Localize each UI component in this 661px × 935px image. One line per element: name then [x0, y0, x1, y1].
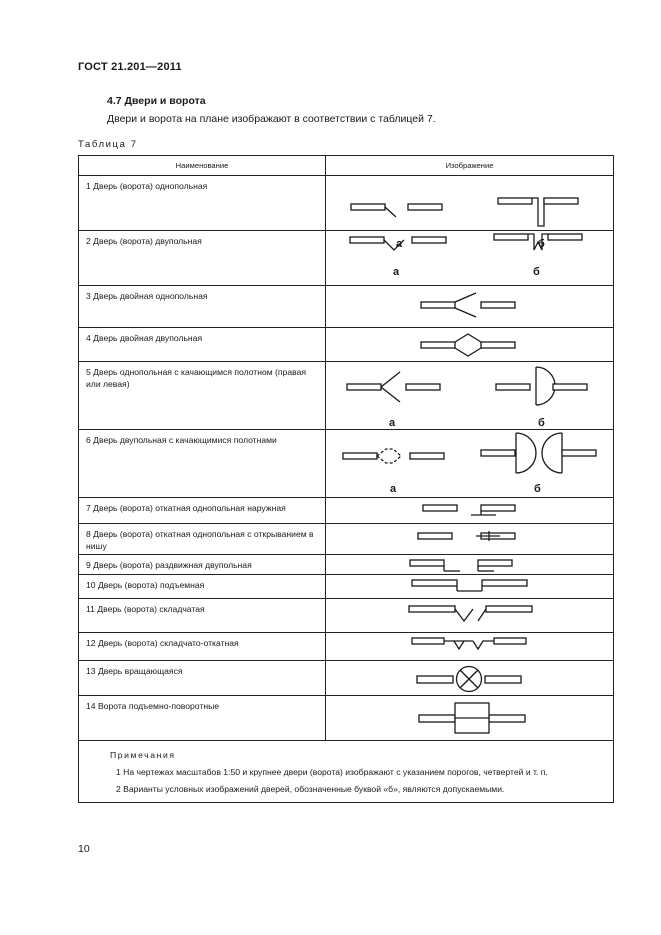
sliding-niche-door-symbol	[326, 524, 614, 550]
variant-label-b: б	[538, 238, 545, 250]
row-name: 1 Дверь (ворота) однопольная	[79, 176, 326, 231]
table-header-row	[79, 156, 614, 176]
swing-double-door-symbol	[326, 430, 614, 498]
notes-heading: Примечания	[110, 750, 176, 760]
variant-label-b: б	[533, 266, 540, 278]
table-row	[79, 430, 614, 498]
row-name: 5 Дверь однопольная с качающимся полотном (правая или левая)	[79, 362, 326, 430]
variant-label-a: а	[390, 483, 397, 495]
section-title: 4.7 Двери и ворота	[107, 95, 206, 107]
sliding-external-door-symbol	[326, 498, 614, 524]
row-name: 4 Дверь двойная двупольная	[79, 328, 326, 362]
variant-label-a: а	[389, 417, 396, 429]
double-double-leaf-door-symbol	[326, 328, 614, 362]
document-header: ГОСТ 21.201—2011	[78, 61, 182, 73]
table-row	[79, 555, 614, 575]
page-number: 10	[78, 843, 90, 855]
table-row	[79, 498, 614, 524]
table-row	[79, 328, 614, 362]
row-image	[326, 524, 614, 555]
row-image	[326, 661, 614, 696]
variant-label-a: а	[393, 266, 400, 278]
folding-door-symbol	[326, 599, 614, 633]
lift-swing-gate-symbol	[326, 696, 614, 741]
column-header-name: Наименование	[79, 156, 326, 176]
row-name: 14 Ворота подъемно-поворотные	[79, 696, 326, 741]
table-row	[79, 599, 614, 633]
row-image	[326, 176, 614, 250]
folding-sliding-door-symbol	[326, 633, 614, 661]
table-row	[79, 286, 614, 328]
column-header-image: Изображение	[326, 156, 614, 176]
row-image	[326, 362, 614, 430]
doors-table	[78, 155, 614, 803]
row-name: 12 Дверь (ворота) складчато-откатная	[79, 633, 326, 661]
row-image	[326, 555, 614, 575]
table-row	[79, 696, 614, 741]
row-name: 2 Дверь (ворота) двупольная	[79, 231, 326, 286]
table-row	[79, 661, 614, 696]
row-image	[326, 231, 614, 286]
row-name: 8 Дверь (ворота) откатная однопольная с открыванием в нишу	[79, 524, 326, 555]
table-row	[79, 176, 614, 231]
section-intro: Двери и ворота на плане изображают в соответствии с таблицей 7.	[107, 113, 436, 125]
row-image	[326, 430, 614, 498]
row-name: 6 Дверь двупольная с качающимися полотнами	[79, 430, 326, 498]
double-single-leaf-door-symbol	[326, 286, 614, 328]
swing-single-door-symbol	[326, 362, 614, 430]
row-name: 9 Дверь (ворота) раздвижная двупольная	[79, 555, 326, 575]
note-item: 2 Варианты условных изображений дверей, обозначенные буквой «б», являются допускаемыми.	[116, 784, 505, 794]
notes-row	[79, 741, 614, 803]
revolving-door-symbol	[326, 661, 614, 696]
table-row	[79, 633, 614, 661]
table-notes	[79, 741, 614, 803]
lifting-door-symbol	[326, 575, 614, 599]
row-image	[326, 286, 614, 328]
row-name: 13 Дверь вращающаяся	[79, 661, 326, 696]
table-row	[79, 575, 614, 599]
table-row	[79, 231, 614, 286]
note-item: 1 На чертежах масштабов 1:50 и крупнее двери (ворота) изображают с указанием порогов, четвертей и т. п.	[116, 767, 548, 777]
row-name: 10 Дверь (ворота) подъемная	[79, 575, 326, 599]
single-leaf-door-symbol	[326, 176, 614, 250]
row-name: 7 Дверь (ворота) откатная однопольная наружная	[79, 498, 326, 524]
row-image	[326, 328, 614, 362]
table-row	[79, 524, 614, 555]
row-image	[326, 599, 614, 633]
row-name: 11 Дверь (ворота) складчатая	[79, 599, 326, 633]
row-image	[326, 498, 614, 524]
double-leaf-door-symbol	[326, 231, 614, 286]
variant-label-a: а	[396, 238, 403, 250]
table-row	[79, 362, 614, 430]
sliding-double-door-symbol	[326, 555, 614, 575]
table-caption: Таблица 7	[78, 139, 138, 150]
row-image	[326, 696, 614, 741]
row-name: 3 Дверь двойная однопольная	[79, 286, 326, 328]
row-image	[326, 575, 614, 599]
row-image	[326, 633, 614, 661]
variant-label-b: б	[538, 417, 545, 429]
variant-label-b: б	[534, 483, 541, 495]
